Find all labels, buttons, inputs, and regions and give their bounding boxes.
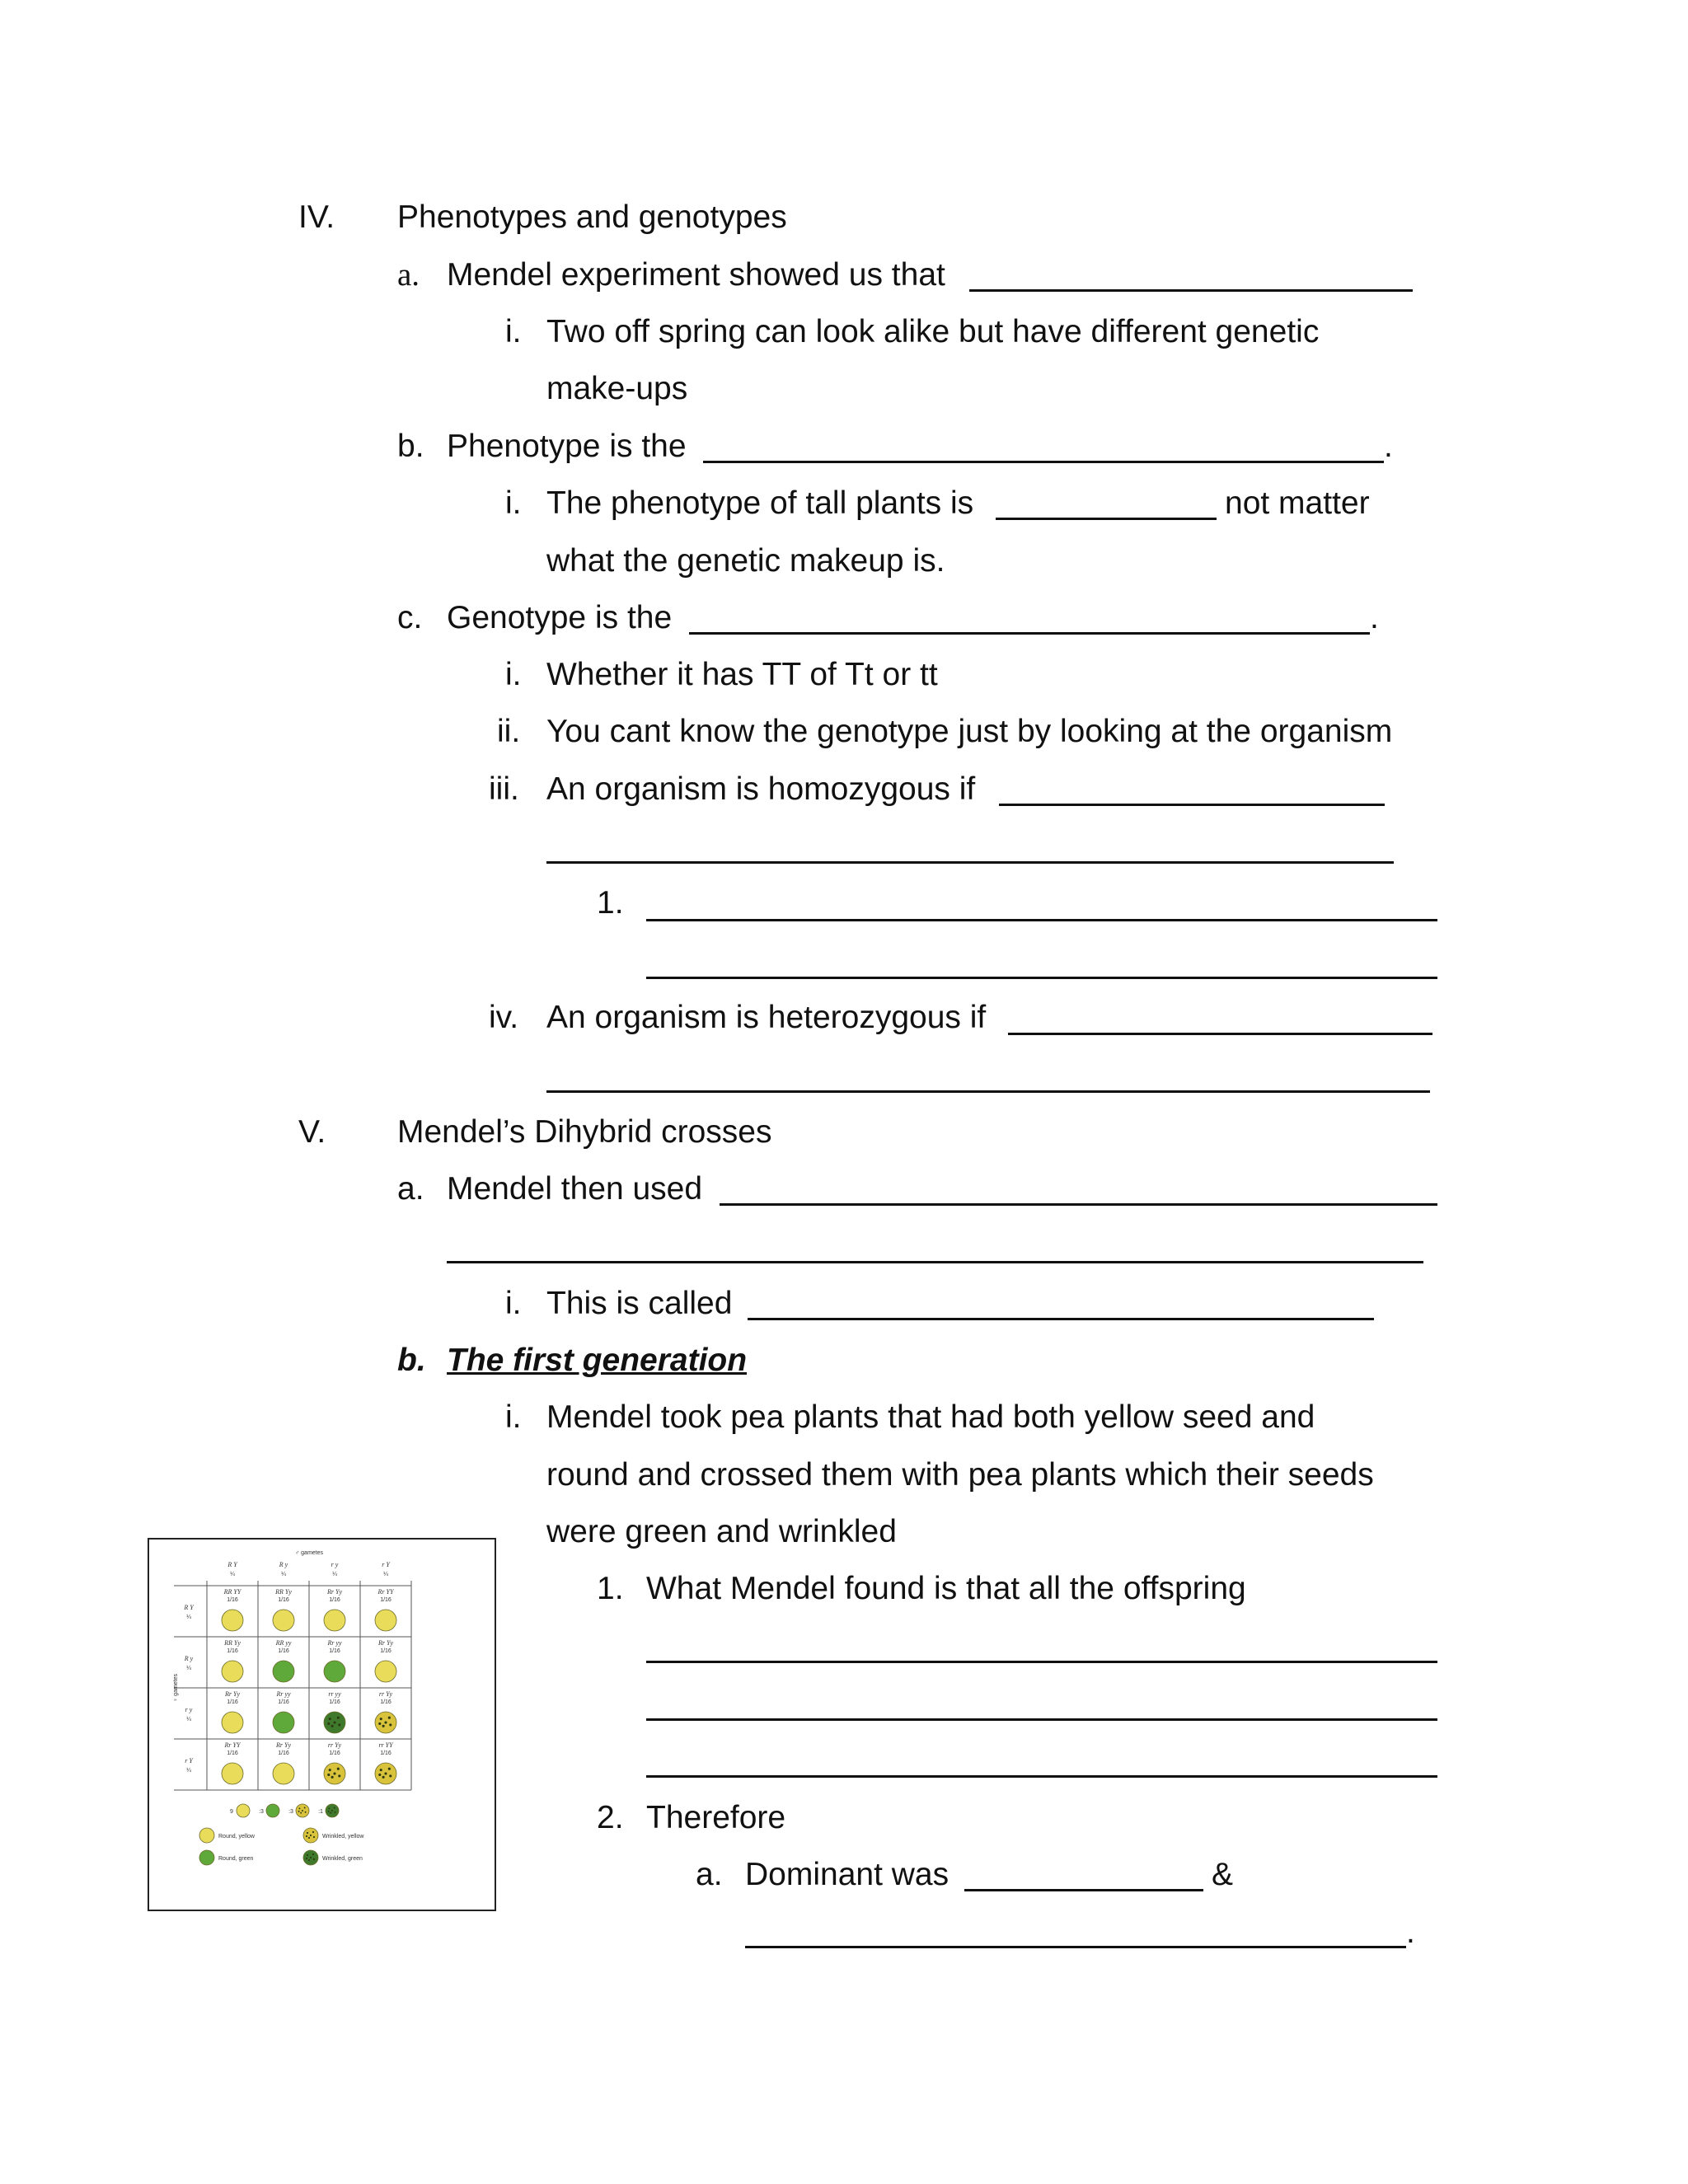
blank-line[interactable] (689, 632, 1370, 635)
column-gamete-fraction: ¼ (230, 1572, 235, 1577)
blank-line[interactable] (646, 1775, 1437, 1778)
column-gamete-fraction: ¼ (332, 1572, 337, 1577)
row-gamete-label: R y (184, 1655, 194, 1662)
row-gamete-label: R Y (184, 1604, 194, 1611)
pea-wrinkle (312, 1854, 314, 1855)
item-v-b-i-line1: Mendel took pea plants that had both yellow seed and (546, 1399, 1315, 1435)
pea-wrinkle (378, 1774, 381, 1776)
item-iv-c-text: Genotype is the (447, 600, 673, 635)
section-iv-numeral: IV. (298, 199, 335, 235)
blank-line[interactable] (646, 1718, 1437, 1721)
cell-genotype: Rr yy (276, 1690, 291, 1698)
pea-round-yellow (375, 1610, 396, 1631)
item-iv-a-marker: a. (397, 257, 420, 293)
punnett-square-figure (148, 1538, 496, 1911)
ratio-number: :3 (288, 1809, 293, 1815)
item-v-b-i-line3: were green and wrinkled (546, 1514, 897, 1549)
cell-genotype: rr Yy (327, 1741, 342, 1749)
pea-wrinkle (331, 1810, 333, 1811)
pea-wrinkle (338, 1774, 340, 1777)
item-iv-c-ii-text: You cant know the genotype just by looking at the organism (546, 714, 1393, 749)
cell-fraction: 1/16 (227, 1699, 238, 1705)
punnett-square-svg (149, 1540, 495, 1910)
pea-wrinkle (329, 1769, 331, 1771)
blank-line[interactable] (646, 977, 1437, 979)
pea-wrinkle (334, 1807, 335, 1808)
ratio-number: :3 (259, 1809, 264, 1815)
row-gamete-fraction: ¼ (186, 1717, 191, 1722)
legend-label: Wrinkled, yellow (322, 1834, 364, 1840)
blank-line[interactable] (703, 461, 1384, 463)
cell-genotype: Rr Yy (327, 1588, 342, 1596)
pea-wrinkle (302, 1810, 303, 1811)
cell-fraction: 1/16 (380, 1648, 392, 1654)
cell-fraction: 1/16 (278, 1699, 289, 1705)
cell-fraction: 1/16 (227, 1750, 238, 1756)
pea-wrinkle (329, 1718, 331, 1720)
blank-line[interactable] (546, 861, 1394, 864)
cell-genotype: RR Yy (275, 1588, 292, 1596)
ratio-number: :1 (318, 1809, 323, 1815)
row-gamete-fraction: ¼ (186, 1768, 191, 1774)
item-iv-b-text: Phenotype is the (447, 429, 687, 464)
cell-genotype: rr yy (328, 1690, 341, 1698)
blank-line[interactable] (447, 1261, 1423, 1263)
pea-wrinkle (307, 1832, 308, 1834)
blank-line[interactable] (748, 1318, 1374, 1320)
item-v-b-2a-marker: a. (696, 1857, 723, 1892)
cell-genotype: RR yy (275, 1639, 292, 1647)
cell-fraction: 1/16 (227, 1597, 238, 1603)
pea-wrinkle (388, 1717, 391, 1719)
pea-wrinkle (331, 1725, 334, 1727)
item-v-b-2a-end: . (1406, 1915, 1415, 1950)
item-iv-c-i-marker: i. (505, 657, 522, 692)
pea-wrinkle (327, 1722, 330, 1725)
item-iv-c-i-text: Whether it has TT of Tt or tt (546, 657, 938, 692)
item-iv-c-iii-marker: iii. (489, 771, 519, 807)
pea-wrinkle (335, 1811, 336, 1813)
item-v-a-marker: a. (397, 1171, 424, 1207)
item-iv-a-text: Mendel experiment showed us that (447, 257, 945, 293)
pea-wrinkle (310, 1857, 312, 1858)
pea-round-yellow (222, 1712, 243, 1733)
pea-wrinkle (310, 1835, 312, 1836)
pea-wrinkle (378, 1722, 381, 1725)
cell-genotype: RR YY (223, 1588, 241, 1596)
item-v-b-2-marker: 2. (597, 1800, 624, 1835)
item-iv-b-i-text: The phenotype of tall plants is (546, 485, 974, 521)
cell-fraction: 1/16 (329, 1648, 340, 1654)
pea-wrinkle (308, 1859, 310, 1861)
pea-wrinkle (389, 1774, 392, 1777)
item-iv-c-marker: c. (397, 600, 423, 635)
cell-genotype: Rr yy (327, 1639, 342, 1647)
item-iv-c-ii-marker: ii. (497, 714, 521, 749)
cell-genotype: Rr YY (377, 1588, 394, 1596)
item-iv-c-iv-marker: iv. (489, 1000, 519, 1035)
blank-line[interactable] (969, 289, 1413, 292)
pea-wrinkle (307, 1854, 308, 1856)
pea-wrinkle (313, 1836, 315, 1838)
pea-wrinkle (333, 1721, 335, 1723)
cell-fraction: 1/16 (329, 1597, 340, 1603)
column-gamete-fraction: ¼ (383, 1572, 388, 1577)
item-v-b-2-text: Therefore (646, 1800, 786, 1835)
item-iv-c-iv-text: An organism is heterozygous if (546, 1000, 987, 1035)
item-iv-a-i-line2: make-ups (546, 371, 688, 406)
item-iv-c-iii-1-marker: 1. (597, 885, 624, 921)
blank-line[interactable] (964, 1889, 1203, 1891)
pea-wrinkle (338, 1723, 340, 1726)
pea-round-green (324, 1661, 345, 1682)
item-iv-c-iii-text: An organism is homozygous if (546, 771, 976, 807)
pea-wrinkle (298, 1811, 300, 1812)
item-iv-b-end: . (1384, 429, 1393, 464)
item-v-b-marker: b. (397, 1343, 426, 1378)
item-v-a-i-marker: i. (505, 1286, 522, 1321)
section-v-title: Mendel’s Dihybrid crosses (397, 1114, 772, 1150)
item-v-b-1-text: What Mendel found is that all the offspring (646, 1571, 1246, 1606)
item-v-a-text: Mendel then used (447, 1171, 703, 1207)
column-gamete-label: R Y (227, 1561, 237, 1568)
item-iv-b-i-after: not matter (1225, 485, 1370, 521)
gametes-label-top: ♂ gametes (294, 1550, 324, 1556)
cell-fraction: 1/16 (278, 1750, 289, 1756)
blank-line[interactable] (546, 1090, 1430, 1093)
pea-wrinkle (388, 1768, 391, 1770)
row-gamete-label: r y (185, 1706, 193, 1713)
cell-fraction: 1/16 (380, 1597, 392, 1603)
blank-line[interactable] (720, 1203, 1437, 1206)
pea-wrinkle (306, 1835, 307, 1837)
pea-wrinkle (306, 1858, 307, 1859)
column-gamete-label: r y (331, 1561, 339, 1568)
ratio-number: 9 (230, 1809, 233, 1815)
cell-genotype: RR Yy (224, 1639, 241, 1647)
pea-round-yellow (222, 1610, 243, 1631)
cell-fraction: 1/16 (278, 1648, 289, 1654)
pea-wrinkle (328, 1811, 330, 1812)
pea-wrinkle (333, 1772, 335, 1774)
pea-wrinkle (327, 1774, 330, 1776)
item-iv-b-i-line2: what the genetic makeup is. (546, 543, 945, 579)
pea-round-yellow (324, 1610, 345, 1631)
cell-fraction: 1/16 (329, 1750, 340, 1756)
cell-genotype: Rr Yy (276, 1741, 291, 1749)
pea-wrinkle (298, 1807, 300, 1809)
pea-wrinkle (308, 1837, 310, 1839)
section-iv-title: Phenotypes and genotypes (397, 199, 787, 235)
ratio-pea-round-yellow (237, 1804, 250, 1817)
pea-round-yellow (222, 1661, 243, 1682)
item-v-b-1-marker: 1. (597, 1571, 624, 1606)
blank-line[interactable] (646, 919, 1437, 921)
row-gamete-label: r Y (185, 1757, 193, 1765)
cell-fraction: 1/16 (380, 1699, 392, 1705)
blank-line[interactable] (646, 1661, 1437, 1663)
item-iv-a-i-line1: Two off spring can look alike but have different genetic (546, 314, 1320, 349)
item-iv-b-i-marker: i. (505, 485, 522, 521)
pea-wrinkle (337, 1768, 340, 1770)
cell-fraction: 1/16 (329, 1699, 340, 1705)
blank-line[interactable] (745, 1946, 1406, 1948)
pea-wrinkle (380, 1769, 382, 1771)
pea-wrinkle (382, 1776, 385, 1779)
blank-line[interactable] (999, 804, 1385, 806)
pea-round-yellow (273, 1610, 294, 1631)
cell-genotype: rr Yy (378, 1690, 393, 1698)
item-v-b-text: The first generation (447, 1343, 748, 1378)
cell-fraction: 1/16 (227, 1648, 238, 1654)
row-gamete-fraction: ¼ (186, 1666, 191, 1671)
pea-wrinkle (328, 1807, 330, 1809)
cell-genotype: Rr Yy (225, 1690, 240, 1698)
pea-wrinkle (389, 1723, 392, 1726)
item-iv-b-marker: b. (397, 429, 424, 464)
pea-wrinkle (331, 1776, 334, 1779)
legend-pea-round-green (199, 1850, 214, 1865)
blank-line[interactable] (1008, 1033, 1432, 1035)
column-gamete-label: R y (279, 1561, 288, 1568)
item-v-a-i-text: This is called (546, 1286, 733, 1321)
pea-wrinkle (337, 1717, 340, 1719)
pea-wrinkle (305, 1811, 307, 1813)
pea-round-green (273, 1712, 294, 1733)
pea-wrinkle (384, 1721, 387, 1723)
cell-genotype: rr YY (378, 1741, 393, 1749)
column-gamete-fraction: ¼ (281, 1572, 286, 1577)
pea-round-green (273, 1661, 294, 1682)
ratio-pea-round-green (266, 1804, 279, 1817)
pea-wrinkle (304, 1807, 306, 1808)
legend-label: Round, yellow (218, 1834, 255, 1840)
row-gamete-fraction: ¼ (186, 1615, 191, 1620)
column-gamete-label: r Y (382, 1561, 390, 1568)
pea-round-yellow (222, 1763, 243, 1784)
cell-genotype: Rr Yy (378, 1639, 393, 1647)
pea-wrinkle (312, 1831, 314, 1833)
pea-wrinkle (300, 1812, 302, 1814)
gametes-label-side: ♀ gametes (173, 1673, 179, 1703)
cell-fraction: 1/16 (278, 1597, 289, 1603)
blank-line[interactable] (996, 518, 1217, 520)
item-v-b-i-line2: round and crossed them with pea plants which their seeds (546, 1457, 1374, 1493)
item-v-b-i-marker: i. (505, 1399, 522, 1435)
legend-pea-round-yellow (199, 1828, 214, 1843)
item-iv-c-end: . (1370, 600, 1379, 635)
cell-fraction: 1/16 (380, 1750, 392, 1756)
pea-round-yellow (273, 1763, 294, 1784)
pea-wrinkle (384, 1772, 387, 1774)
pea-wrinkle (330, 1812, 331, 1814)
item-iv-a-i-marker: i. (505, 314, 522, 349)
pea-wrinkle (382, 1725, 385, 1727)
legend-label: Wrinkled, green (322, 1856, 363, 1862)
cell-genotype: Rr YY (224, 1741, 241, 1749)
item-v-b-2a-text: Dominant was (745, 1857, 950, 1892)
pea-wrinkle (380, 1718, 382, 1720)
pea-round-yellow (375, 1661, 396, 1682)
section-v-numeral: V. (298, 1114, 326, 1150)
legend-label: Round, green (218, 1856, 254, 1862)
pea-wrinkle (313, 1858, 315, 1860)
item-v-b-2a-amp: & (1212, 1857, 1234, 1892)
